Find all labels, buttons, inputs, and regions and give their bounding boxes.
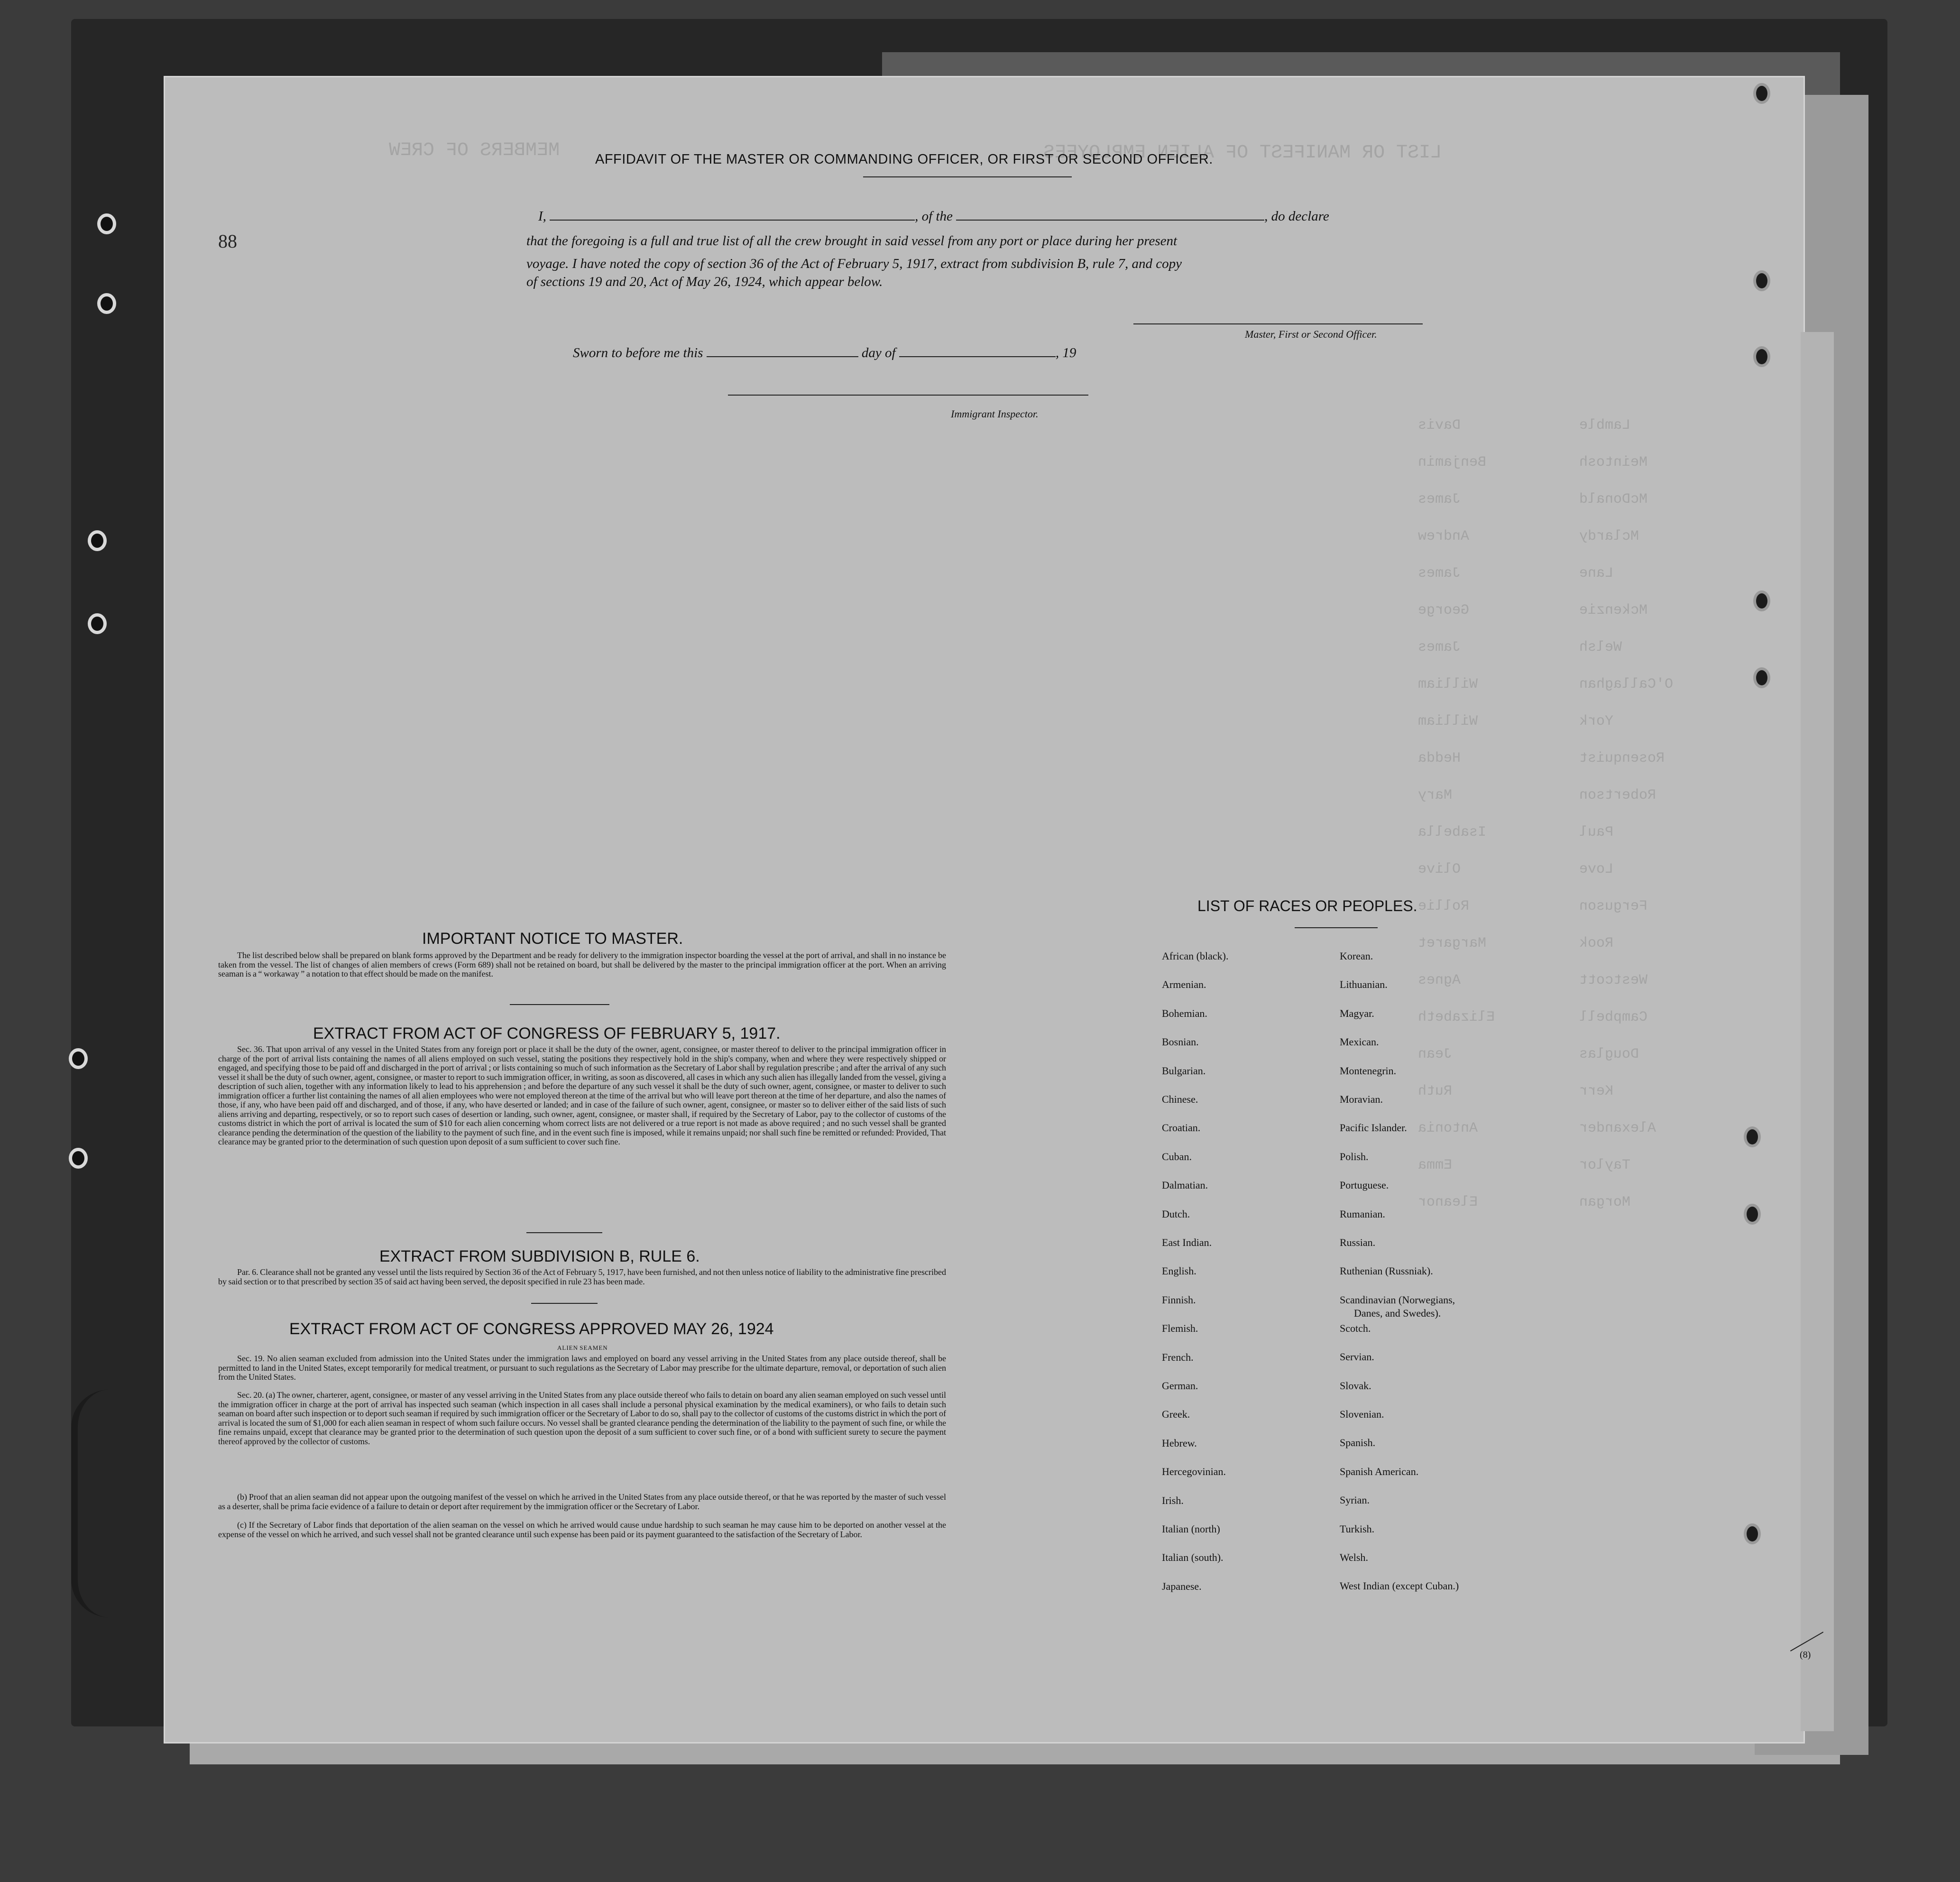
race-item: Servian. xyxy=(1340,1351,1374,1363)
ghost-given-name: Mary xyxy=(1418,787,1453,803)
race-item: Ruthenian (Russniak). xyxy=(1340,1265,1433,1277)
sec20c-text: (c) If the Secretary of Labor finds that deportation of the alien seaman on the vessel on which he arrived would cause undue hardship to such seaman he may cause him to be deported on another vessel at the expense of the vessel on which he arrived, and such vessel shall not be granted clearance until such expense has been paid or its payment guaranteed to the satisfaction of the Secretary of Labor. xyxy=(218,1520,946,1539)
race-item: Danes, and Swedes). xyxy=(1354,1307,1441,1319)
ghost-surname: Meintosh xyxy=(1579,454,1648,470)
ghost-given-name: Olive xyxy=(1418,861,1461,877)
ghost-given-name: Jean xyxy=(1418,1046,1453,1062)
race-item: Korean. xyxy=(1340,950,1373,962)
race-item: Croatian. xyxy=(1162,1122,1201,1134)
race-item: Rumanian. xyxy=(1340,1208,1385,1220)
ghost-surname: Welsh xyxy=(1579,639,1622,655)
race-item: Turkish. xyxy=(1340,1522,1375,1535)
sworn-day-blank[interactable] xyxy=(707,356,858,357)
ghost-given-name: Elizabeth xyxy=(1418,1009,1495,1025)
binding-hole-icon xyxy=(97,293,116,314)
affidavit-title: AFFIDAVIT OF THE MASTER OR COMMANDING OFFICER, OR FIRST OR SECOND OFFICER. xyxy=(595,152,1213,167)
race-item: Hercegovinian. xyxy=(1162,1466,1226,1478)
inspector-label: Immigrant Inspector. xyxy=(951,408,1039,420)
rule6-title: EXTRACT FROM SUBDIVISION B, RULE 6. xyxy=(379,1247,700,1265)
ghost-surname: Lamble xyxy=(1579,417,1631,434)
race-item: Italian (south). xyxy=(1162,1551,1224,1564)
ghost-surname: O'Callaghan xyxy=(1579,676,1674,692)
punch-hole-icon xyxy=(1753,667,1770,688)
races-separator xyxy=(1295,927,1378,928)
race-item: German. xyxy=(1162,1380,1198,1392)
sworn-text-b: day of xyxy=(861,345,896,360)
ghost-surname: Kerr xyxy=(1579,1083,1614,1099)
race-item: Japanese. xyxy=(1162,1580,1202,1592)
races-title: LIST OF RACES OR PEOPLES. xyxy=(1197,897,1417,914)
affidavit-line4: of sections 19 and 20, Act of May 26, 1924, which appear below. xyxy=(526,274,883,289)
punch-hole-icon xyxy=(1753,346,1770,367)
race-item: Polish. xyxy=(1340,1150,1369,1162)
punch-hole-icon xyxy=(1753,590,1770,611)
ghost-given-name: Ruth xyxy=(1418,1083,1453,1099)
race-item: Syrian. xyxy=(1340,1494,1370,1506)
binding-hole-icon xyxy=(69,1048,88,1069)
race-item: Irish. xyxy=(1162,1494,1184,1506)
race-item: Bulgarian. xyxy=(1162,1064,1206,1077)
sworn-text-a: Sworn to before me this xyxy=(573,345,703,360)
sec20a-text: Sec. 20. (a) The owner, charterer, agent, consignee, or master of any vessel arriving in the United States from any place outside thereof who fails to detain on board any alien seaman employed on such vessel until the immigration officer in charge at the port of arrival has inspected such seaman (which inspection in all cases shall include a personal physical examination by the medical examiners), or who fails to detain such seaman on board after such inspection or to deport such seaman if required by such immigration officer or the Secretary of Labor to do so, shall pay to the collector of customs of the customs district in which the port of arrival is located the sum of $1,000 for each alien seaman in respect of whom such failure occurs. No vessel shall be granted clearance pending the determination of the liability to the payment of such fine, or while the fine remains unpaid, except that clearance may be granted prior to the determination of such question upon the deposit of a sum sufficient to cover such fine, or of a bond with sufficient surety to secure the payment thereof approved by the collector of customs. xyxy=(218,1390,946,1446)
ghost-given-name: William xyxy=(1418,713,1478,729)
ghost-surname: Mckenzie xyxy=(1579,602,1648,618)
race-item: Italian (north) xyxy=(1162,1523,1220,1535)
ghost-surname: Morgan xyxy=(1579,1194,1631,1210)
race-item: Hebrew. xyxy=(1162,1437,1197,1449)
race-item: Armenian. xyxy=(1162,978,1206,991)
ghost-surname: Taylor xyxy=(1579,1157,1631,1173)
race-item: Lithuanian. xyxy=(1340,978,1388,991)
race-item: Chinese. xyxy=(1162,1093,1198,1105)
race-item: African (black). xyxy=(1162,950,1229,962)
affidavit-rule xyxy=(863,176,1072,177)
race-item: Portuguese. xyxy=(1340,1179,1389,1191)
rule6-text: Par. 6. Clearance shall not be granted any vessel until the lists required by Section 36 of the Act of February 5, 1917, have been furnished, and not then unless notice of liability to the administrative fine prescribed by said section or to that prescribed by section 35 of said act having been served, the deposit specified in rule 23 has been made. xyxy=(218,1267,946,1286)
ghost-given-name: Isabella xyxy=(1418,824,1487,840)
ghost-surname: McDonald xyxy=(1579,491,1648,507)
sec20b-text: (b) Proof that an alien seaman did not appear upon the outgoing manifest of the vessel on which he arrived in the United States from any place outside thereof, or that he was reported by the master of such vessel as a deserter, shall be prima facie evidence of a failure to detain or deport after requirement by the immigration officer or the Secretary of Labor. xyxy=(218,1492,946,1511)
race-item: Pacific Islander. xyxy=(1340,1122,1407,1134)
extract-1917-title: EXTRACT FROM ACT OF CONGRESS OF FEBRUARY 5, 1917. xyxy=(313,1024,781,1042)
form-number: (8) xyxy=(1800,1650,1811,1660)
ghost-surname: Westcott xyxy=(1579,972,1648,988)
ghost-surname: Ferguson xyxy=(1579,898,1648,914)
page-right-strip xyxy=(1801,332,1834,1731)
binding-cord xyxy=(71,1390,144,1617)
ghost-surname: Mclardy xyxy=(1579,528,1639,544)
rule6-separator xyxy=(531,1303,598,1304)
extract-1917-separator xyxy=(526,1232,602,1233)
master-label: Master, First or Second Officer. xyxy=(1245,328,1377,340)
race-item: Moravian. xyxy=(1340,1093,1383,1105)
ghost-surname: Alexander xyxy=(1579,1120,1656,1136)
race-item: East Indian. xyxy=(1162,1236,1212,1248)
ghost-surname: Douglas xyxy=(1579,1046,1639,1062)
binding-hole-icon xyxy=(88,530,107,551)
race-item: Bohemian. xyxy=(1162,1007,1207,1019)
ghost-given-name: Davis xyxy=(1418,417,1461,434)
affidavit-line2: that the foregoing is a full and true list of all the crew brought in said vessel from any port or place during her present xyxy=(526,233,1178,249)
race-item: Dalmatian. xyxy=(1162,1179,1208,1191)
ghost-given-name: Rollie xyxy=(1418,898,1470,914)
ghost-given-name: Antonia xyxy=(1418,1120,1478,1136)
race-item: Dutch. xyxy=(1162,1208,1190,1220)
ghost-header: LIST OR MANIFEST OF ALIEN EMPLOYEES xyxy=(1043,142,1442,164)
notice-separator xyxy=(510,1004,609,1005)
affidavit-line1 xyxy=(538,209,1329,224)
ghost-surname: Robertson xyxy=(1579,787,1656,803)
affidavit-line1-b: , of the xyxy=(915,209,953,224)
ghost-surname: Rook xyxy=(1579,935,1614,951)
extract-1924-subtitle: ALIEN SEAMEN xyxy=(557,1344,608,1351)
ghost-given-name: Andrew xyxy=(1418,528,1470,544)
sworn-text-c: , 19 xyxy=(1055,345,1077,360)
ghost-given-name: Emma xyxy=(1418,1157,1453,1173)
race-item: Slovak. xyxy=(1340,1379,1371,1392)
extract-1917-text: Sec. 36. That upon arrival of any vessel in the United States from any foreign port or place it shall be the duty of the owner, agent, consignee, or master thereof to deliver to the principal immigration officer in charge of the port of arrival lists containing the names of all aliens employed on such vessel, stating the positions they respectively hold in the ship's company, when and where they were respectively shipped or engaged, and specifying those to be paid off and discharged in the port of arrival ; or lists containing so much of such information as the Secretary of Labor shall by regulation prescribe ; and after the arrival of any such vessel it shall be the duty of such owner, agent, consignee, or master to report to such immigration officer, in writing, as soon as discovered, all cases in which any such alien has illegally landed from the vessel, giving a description of such alien, together with any information likely to lead to his apprehension ; and before the departure of any such vessel it shall be the duty of such owner, agent, consignee, or master to deliver to such immigration officer a further list containing the names of all alien employees who were not employed thereon at the time of the arrival but who will leave port thereon at the time of her departure, and also the names of those, if any, who have been paid off and discharged, and of those, if any, who have deserted or landed; and in case of the failure of such owner, agent, consignee, or master so to deliver either of the said lists of such aliens arriving and departing, respectively, or so to report such cases of desertion or landing, such owner, agent, consignee, or master shall, if required by the Secretary of Labor, pay to the collector of customs of the customs district in which the port of arrival is located the sum of $10 for each alien concerning whom correct lists are not delivered or a true report is not made as above required ; and no such vessel shall be granted clearance pending the determination of the question of the liability to the payment of such fine, and in the event such fine is imposed, while it remains unpaid; nor shall such fine be remitted or refunded: Provided, That clearance may be granted prior to the determination of such question upon deposit of a sum sufficient to cover such fine. xyxy=(218,1044,946,1146)
punch-hole-icon xyxy=(1744,1523,1761,1544)
ghost-surname: Paul xyxy=(1579,824,1614,840)
race-item: Spanish American. xyxy=(1340,1465,1419,1477)
ghost-given-name: Hedda xyxy=(1418,750,1461,766)
ghost-members: MEMBERS OF CREW xyxy=(389,140,560,161)
extract-1924-title: EXTRACT FROM ACT OF CONGRESS APPROVED MAY 26, 1924 xyxy=(289,1320,774,1338)
master-signature-line[interactable] xyxy=(1133,323,1423,324)
ghost-given-name: James xyxy=(1418,639,1461,655)
sworn-month-blank[interactable] xyxy=(899,356,1056,357)
race-item: Spanish. xyxy=(1340,1437,1376,1449)
sec19-text: Sec. 19. No alien seaman excluded from admission into the United States under the immigration laws and employed on board any vessel arriving in the United States from any place outside thereof, shall be permitted to land in the United States, except temporarily for medical treatment, or pursuant to such regulations as the Secretary of Labor may prescribe for the ultimate departure, removal, or deportation of such alien from the United States. xyxy=(218,1354,946,1382)
ghost-surname: Campbell xyxy=(1579,1009,1648,1025)
race-item: Cuban. xyxy=(1162,1150,1192,1162)
punch-hole-icon xyxy=(1744,1126,1761,1147)
ghost-given-name: Agnes xyxy=(1418,972,1461,988)
binding-hole-icon xyxy=(69,1148,88,1169)
race-item: Mexican. xyxy=(1340,1036,1379,1048)
race-item: Flemish. xyxy=(1162,1322,1198,1335)
affidavit-line1-a: I, xyxy=(538,209,546,224)
race-item: Welsh. xyxy=(1340,1551,1368,1563)
binding-hole-icon xyxy=(97,213,116,234)
ghost-surname: York xyxy=(1579,713,1614,729)
race-item: Greek. xyxy=(1162,1408,1190,1421)
race-item: Magyar. xyxy=(1340,1007,1374,1019)
binding-hole-icon xyxy=(88,613,107,634)
affidavit-line3: voyage. I have noted the copy of section 36 of the Act of February 5, 1917, extract from subdivision B, rule 7, and copy xyxy=(526,256,1182,271)
affidavit-vessel-blank[interactable] xyxy=(956,220,1264,221)
ghost-given-name: James xyxy=(1418,565,1461,581)
ghost-surname: Lane xyxy=(1579,565,1614,581)
ghost-given-name: Eleanor xyxy=(1418,1194,1478,1210)
ghost-given-name: Benjamin xyxy=(1418,454,1487,470)
race-item: French. xyxy=(1162,1351,1194,1363)
race-item: Montenegrin. xyxy=(1340,1064,1397,1077)
punch-hole-icon xyxy=(1744,1204,1761,1225)
ghost-given-name: William xyxy=(1418,676,1478,692)
ghost-given-name: George xyxy=(1418,602,1470,618)
sworn-line xyxy=(573,345,1076,361)
race-item: Slovenian. xyxy=(1340,1408,1384,1420)
race-item: Bosnian. xyxy=(1162,1036,1199,1048)
race-item: Scotch. xyxy=(1340,1322,1371,1334)
race-item: Scandinavian (Norwegians, xyxy=(1340,1293,1455,1306)
race-item: Finnish. xyxy=(1162,1293,1196,1306)
race-item: English. xyxy=(1162,1265,1196,1277)
punch-hole-icon xyxy=(1753,270,1770,291)
page-number: 88 xyxy=(218,231,237,252)
notice-title: IMPORTANT NOTICE TO MASTER. xyxy=(422,930,683,948)
notice-text: The list described below shall be prepared on blank forms approved by the Department and be ready for delivery to the immigration inspector boarding the vessel at the port of arrival, and shall in no instance be taken from the vessel. The list of changes of alien members of crews (Form 689) shall not be retained on board, but shall be delivered by the master to the principal immigration officer at the port. When an arriving seaman is a “ workaway ” a notation to that effect should be made on the manifest. xyxy=(218,950,946,978)
inspector-signature-line[interactable] xyxy=(728,395,1088,396)
ghost-surname: Love xyxy=(1579,861,1614,877)
race-item: Russian. xyxy=(1340,1236,1376,1248)
ghost-given-name: Margaret xyxy=(1418,935,1487,951)
affidavit-line1-c: , do declare xyxy=(1264,209,1329,224)
punch-hole-icon xyxy=(1753,83,1770,104)
race-item: West Indian (except Cuban.) xyxy=(1340,1580,1459,1592)
affidavit-name-blank[interactable] xyxy=(550,220,915,221)
ghost-surname: Rosenquist xyxy=(1579,750,1665,766)
ghost-given-name: James xyxy=(1418,491,1461,507)
